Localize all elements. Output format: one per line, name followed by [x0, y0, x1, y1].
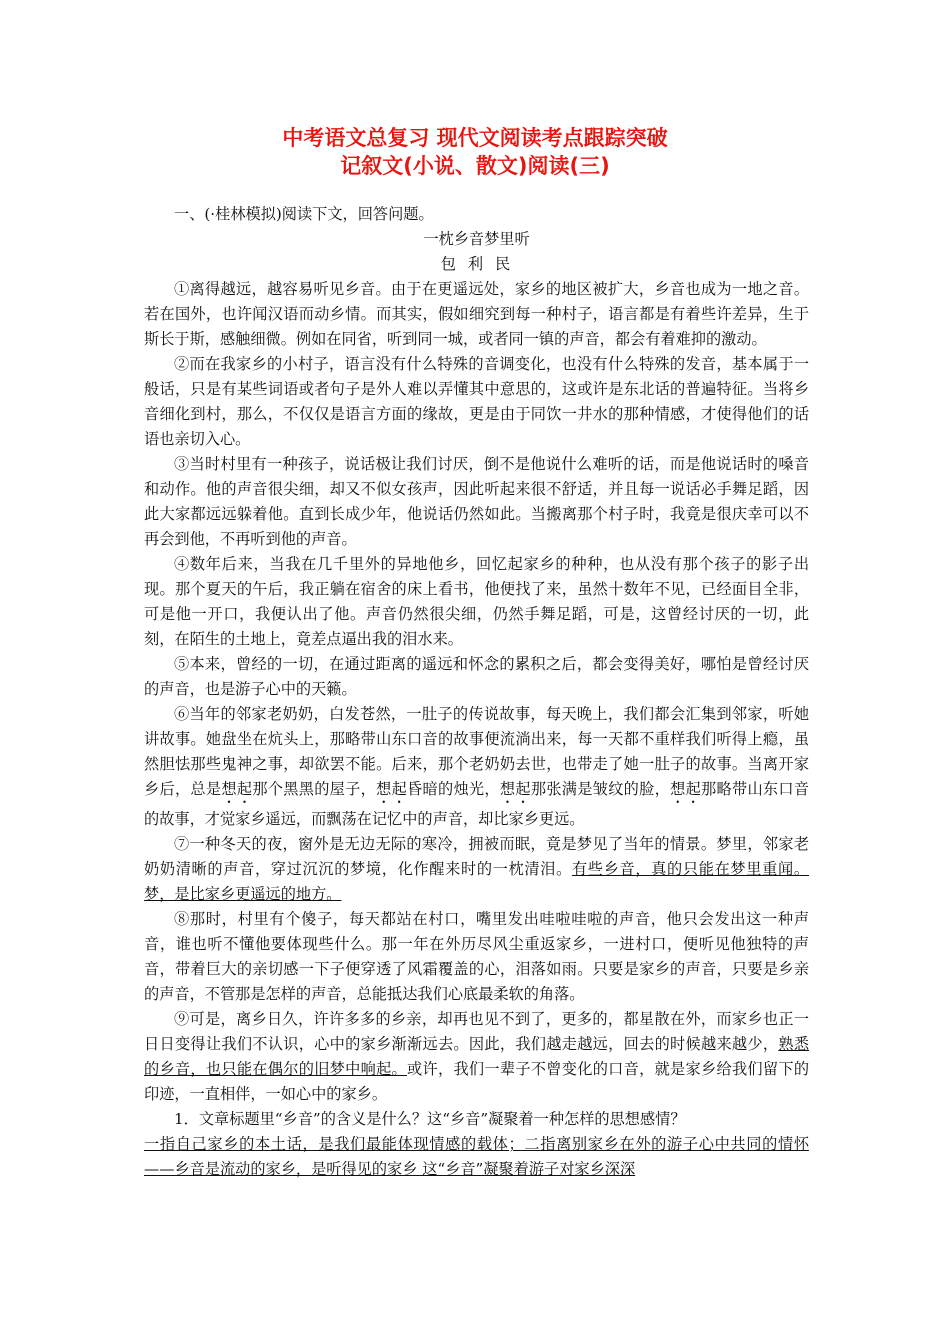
paragraph-9-text-a: ⑨可是，离乡日久，许许多多的乡亲，却再也见不到了，更多的，都星散在外，而家乡也正一日日变得让我们不认识，心中的家乡渐渐远去。因此，我们越走越远，回去的时候越来越少，: [144, 1010, 809, 1053]
paragraph-6: [144, 702, 809, 832]
paragraph-6-text-c: 昏暗的烛光，: [407, 780, 500, 798]
underlined-sentence-2: 熟悉的乡音，也只能在偶尔的旧梦中响起。: [144, 1035, 810, 1078]
paragraph-6-text-b: 那个黑黑的屋子，: [252, 780, 377, 798]
emphasis-xiangqi-3: 想起: [499, 780, 531, 798]
underlined-sentence-1: 有些乡音，真的只能在梦里重闻。梦，是比家乡更遥远的地方。: [144, 860, 810, 903]
paragraph-7-text-a: ⑦一种冬天的夜，窗外是无边无际的寒冷，拥被而眠，竟是梦见了当年的情景。梦里，邻家老奶奶清晰的声音，穿过沉沉的梦境，化作醒来时的一枕清泪。: [144, 835, 809, 878]
paragraph-2: ②而在我家乡的小村子，语言没有什么特殊的音调变化，也没有什么特殊的发音，基本属于一般话，只是有某些词语或者句子是外人难以弄懂其中意思的，这或许是东北话的普遍特征。当将乡音细化到村，那么，不仅仅是语言方面的缘故，更是由于同饮一井水的那种情感，才使得他们的话语也亲切入心。: [144, 355, 809, 448]
emphasis-xiangqi-4: 想起: [670, 780, 702, 798]
section-intro: 一、(·桂林模拟)阅读下文，回答问题。: [174, 205, 434, 223]
question-1: 1．文章标题里“乡音”的含义是什么？这“乡音”凝聚着一种怎样的思想感情？: [174, 1110, 686, 1128]
paragraph-9: [144, 1007, 809, 1107]
article-title: 一枕乡音梦里听: [423, 230, 530, 248]
paragraph-3: ③当时村里有一种孩子，说话极让我们讨厌，倒不是他说什么难听的话，而是他说话时的嗓音和动作。他的声音很尖细，却又不似女孩声，因此听起来很不舒适，并且每一说话必手舞足蹈，因此大家都远远躲着他。直到长成少年，他说话仍然如此。当搬离那个村子时，我竟是很庆幸可以不再会到他，不再听到他的声音。: [144, 455, 809, 548]
paragraph-1: ①离得越远，越容易听见乡音。由于在更遥远处，家乡的地区被扩大，乡音也成为一地之音。若在国外，也许闻汉语而动乡情。而其实，假如细究到每一种村子，语言都是有着些许差异，生于斯长于斯，感触细微。例如在同省，听到同一城，或者同一镇的声音，都会有着难抑的激动。: [144, 280, 809, 348]
paragraph-7: [144, 832, 809, 907]
document-title-line1: 中考语文总复习 现代文阅读考点跟踪突破: [282, 126, 668, 150]
paragraph-8: ⑧那时，村里有个傻子，每天都站在村口，嘴里发出哇啦哇啦的声音，他只会发出这一种声音，谁也听不懂他要体现些什么。那一年在外历尽风尘重返家乡，一进村口，便听见他独特的声音，带着巨大的亲切感一下子便穿透了风霜覆盖的心，泪落如雨。只要是家乡的声音，只要是乡亲的声音，不管那是怎样的声音，总能抵达我们心底最柔软的角落。: [144, 910, 809, 1003]
paragraph-5: ⑤本来，曾经的一切，在通过距离的遥远和怀念的累积之后，都会变得美好，哪怕是曾经讨厌的声音，也是游子心中的天籁。: [144, 655, 809, 698]
document-title-line2: 记叙文(小说、散文)阅读(三): [340, 154, 610, 178]
paragraph-6-text-a: ⑥当年的邻家老奶奶，白发苍然，一肚子的传说故事，每天晚上，我们都会汇集到邻家，听她讲故事。她盘坐在炕头上，那略带山东口音的故事便流淌出来，每一天都不重样我们听得上瘾，虽然胆怯那些鬼神之事，却欲罢不能。后来，那个老奶奶去世，也带走了她一肚子的故事。当离开家乡后，总是: [144, 705, 809, 798]
article-author: 包利民: [440, 255, 523, 273]
paragraph-6-text-d: 那张满是皱纹的脸，: [530, 780, 671, 798]
paragraph-6-text-e: 那略带山东口音的故事，才觉家乡遥远，而飘荡在记忆中的声音，却比家乡更远。: [144, 780, 810, 828]
paragraph-4: ④数年后来，当我在几千里外的异地他乡，回忆起家乡的种种，也从没有那个孩子的影子出现。那个夏天的午后，我正躺在宿舍的床上看书，他便找了来，虽然十数年不见，已经面目全非，可是他一开口，我便认出了他。声音仍然很尖细，仍然手舞足蹈，可是，这曾经讨厌的一切，此刻，在陌生的土地上，竟差点逼出我的泪水来。: [144, 555, 809, 648]
emphasis-xiangqi-2: 想起: [376, 780, 408, 798]
paragraph-9-text-b: 或许，我们一辈子不曾变化的口音，就是家乡给我们留下的印迹，一直相伴，一如心中的家乡。: [144, 1060, 810, 1103]
document-body: [144, 202, 809, 1182]
answer-1: 一指自己家乡的本土话，是我们最能体现情感的载体；二指离别家乡在外的游子心中共同的情怀——乡音是流动的家乡，是听得见的家乡 这“乡音”凝聚着游子对家乡深深: [144, 1135, 809, 1178]
emphasis-xiangqi-1: 想起: [221, 780, 253, 798]
